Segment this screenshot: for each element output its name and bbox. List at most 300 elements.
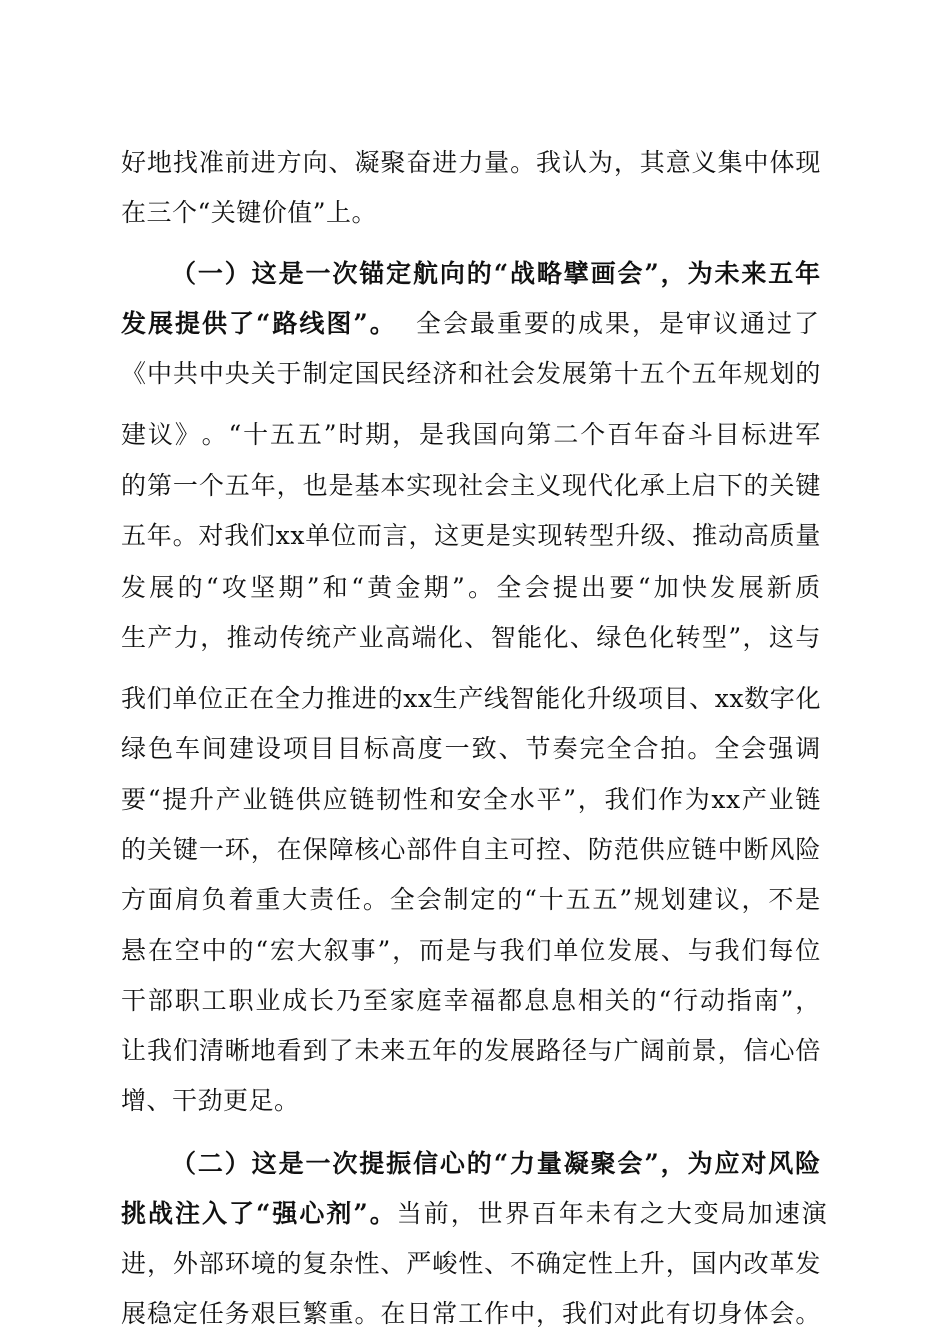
paragraph-line <box>121 679 821 719</box>
glyph: 径 <box>561 1036 588 1065</box>
glyph: ， <box>536 1299 562 1328</box>
glyph: 生 <box>432 684 459 713</box>
glyph: 的 <box>177 573 204 602</box>
glyph: 传 <box>279 623 305 652</box>
glyph: 基 <box>354 471 380 500</box>
glyph: ， <box>408 521 434 550</box>
glyph: 奏 <box>552 734 579 763</box>
glyph: xx <box>714 684 744 713</box>
glyph: 五 <box>768 259 794 288</box>
glyph: 断 <box>743 835 770 864</box>
section-heading-tail: 发展提供了“路线图”。 <box>121 309 397 338</box>
glyph: 产 <box>215 785 242 814</box>
glyph: 经 <box>406 359 432 388</box>
glyph: 障 <box>328 835 355 864</box>
glyph: 标 <box>741 420 768 449</box>
glyph: 升 <box>188 785 215 814</box>
section-heading-line <box>171 1144 821 1184</box>
glyph: 线 <box>483 684 510 713</box>
glyph: （ <box>171 1149 197 1178</box>
glyph: 的 <box>121 835 147 864</box>
glyph: 意 <box>665 148 692 177</box>
glyph: 乃 <box>336 986 362 1015</box>
glyph: 高 <box>390 734 417 763</box>
glyph: 面 <box>147 885 174 914</box>
glyph: 南 <box>753 986 780 1015</box>
glyph: 和 <box>458 359 484 388</box>
glyph: 们 <box>249 521 276 550</box>
glyph: 级 <box>612 684 638 713</box>
glyph: 目 <box>336 734 363 763</box>
glyph: 会 <box>484 471 510 500</box>
glyph: 出 <box>581 573 607 602</box>
glyph: 了 <box>328 1036 355 1065</box>
glyph: 金 <box>395 573 421 602</box>
glyph: 奋 <box>406 148 432 177</box>
glyph: ， <box>577 785 604 814</box>
glyph: 前 <box>224 148 251 177</box>
glyph: 方 <box>276 148 303 177</box>
glyph: 倍 <box>795 1036 821 1065</box>
glyph: “ <box>205 573 220 602</box>
glyph: 转 <box>675 623 702 652</box>
glyph: 第 <box>526 420 553 449</box>
glyph: 全 <box>274 684 301 713</box>
glyph: 位 <box>197 684 224 713</box>
glyph: 度 <box>417 734 444 763</box>
glyph: 幸 <box>443 986 470 1015</box>
glyph: 启 <box>691 471 718 500</box>
glyph: 实 <box>406 471 432 500</box>
glyph: 在 <box>380 1299 406 1328</box>
glyph: 期 <box>365 420 391 449</box>
glyph: 产 <box>332 623 358 652</box>
glyph: 力 <box>458 148 484 177</box>
glyph: 攻 <box>221 573 248 602</box>
glyph: 力 <box>300 684 327 713</box>
glyph: 心 <box>439 1149 466 1178</box>
glyph: 。 <box>468 573 494 602</box>
glyph: 定 <box>561 1249 588 1278</box>
glyph: 百 <box>607 420 633 449</box>
glyph: 提 <box>162 785 188 814</box>
glyph: 期 <box>423 573 450 602</box>
glyph: 、 <box>380 1249 406 1278</box>
glyph: 位 <box>795 936 821 965</box>
glyph: 与 <box>472 936 499 965</box>
glyph: 升 <box>614 521 641 550</box>
glyph: 快 <box>682 573 708 602</box>
paragraph-text: 全会最重要的成果，是审议通过了 <box>415 309 821 338</box>
glyph: 业 <box>358 623 385 652</box>
glyph: 十 <box>613 359 640 388</box>
glyph: 化 <box>543 623 570 652</box>
glyph: 》 <box>174 420 201 449</box>
glyph: 期 <box>278 573 304 602</box>
glyph: 新 <box>766 573 793 602</box>
glyph: 军 <box>795 420 821 449</box>
glyph: 这 <box>251 259 278 288</box>
glyph: ） <box>224 259 251 288</box>
glyph: 提 <box>552 573 579 602</box>
glyph: 叙 <box>323 936 350 965</box>
glyph: 。 <box>172 521 199 550</box>
glyph: 是 <box>278 259 305 288</box>
glyph: 进 <box>432 148 458 177</box>
glyph: 。 <box>510 148 536 177</box>
glyph: 目 <box>663 684 689 713</box>
glyph: 关 <box>604 986 631 1015</box>
glyph: 提 <box>359 1149 385 1178</box>
glyph: 国 <box>472 420 499 449</box>
glyph: 们 <box>587 1299 614 1328</box>
glyph: 业 <box>255 986 281 1015</box>
glyph: 是 <box>278 1149 305 1178</box>
glyph: 五 <box>406 1036 432 1065</box>
glyph: 键 <box>795 471 821 500</box>
glyph: 可 <box>510 835 536 864</box>
glyph: 级 <box>640 521 667 550</box>
glyph: 端 <box>411 623 437 652</box>
glyph: 于 <box>276 359 303 388</box>
glyph: 我 <box>499 936 526 965</box>
glyph: 坚 <box>250 573 276 602</box>
glyph: 位 <box>331 521 357 550</box>
glyph: 划 <box>769 359 795 388</box>
glyph: 化 <box>613 471 640 500</box>
glyph: ” <box>780 986 794 1015</box>
glyph: 来 <box>741 259 767 288</box>
glyph: 聚 <box>590 1149 617 1178</box>
glyph: 任 <box>198 1299 225 1328</box>
glyph: 责 <box>309 885 335 914</box>
paragraph-line: 在三个“关键价值”上。 <box>121 198 378 227</box>
glyph: 们 <box>526 936 553 965</box>
glyph: 负 <box>201 885 228 914</box>
glyph: 都 <box>497 986 523 1015</box>
glyph: 、 <box>660 936 687 965</box>
glyph: 现 <box>432 471 458 500</box>
glyph: 质 <box>769 521 796 550</box>
glyph: 重 <box>255 885 281 914</box>
glyph: 息 <box>524 986 550 1015</box>
glyph: 庭 <box>416 986 443 1015</box>
glyph: 核 <box>354 835 380 864</box>
glyph: 风 <box>768 1149 794 1178</box>
paragraph-line-mixed <box>121 304 821 344</box>
paragraph-line <box>121 729 821 769</box>
glyph: 信 <box>743 1036 770 1065</box>
glyph: 动 <box>700 986 726 1015</box>
glyph: 车 <box>174 734 201 763</box>
glyph: “ <box>147 785 162 814</box>
glyph: 行 <box>673 986 699 1015</box>
glyph: 平 <box>536 785 563 814</box>
glyph: 推 <box>326 684 352 713</box>
glyph: 集 <box>717 148 744 177</box>
glyph: 晰 <box>224 1036 251 1065</box>
glyph: xx <box>711 785 741 814</box>
glyph: 不 <box>768 885 794 914</box>
glyph: 量 <box>795 521 821 550</box>
glyph: 进 <box>768 420 794 449</box>
glyph: 息 <box>551 986 577 1015</box>
glyph: 切 <box>691 1299 718 1328</box>
glyph: 而 <box>356 521 383 550</box>
glyph: 的 <box>743 471 770 500</box>
glyph: 让 <box>121 1036 147 1065</box>
glyph: 我 <box>536 148 562 177</box>
glyph: 在 <box>276 835 303 864</box>
glyph: 大 <box>296 936 323 965</box>
glyph: 是 <box>328 471 355 500</box>
glyph: 色 <box>622 623 649 652</box>
glyph: 是 <box>485 521 512 550</box>
glyph: 、 <box>484 1249 510 1278</box>
glyph: 时 <box>338 420 364 449</box>
glyph: 一 <box>305 1149 331 1178</box>
glyph: 现 <box>795 148 821 177</box>
paragraph-line <box>121 143 821 183</box>
glyph: 主 <box>510 471 536 500</box>
glyph: 、 <box>464 623 490 652</box>
glyph: 动 <box>253 623 279 652</box>
glyph: 向 <box>499 420 526 449</box>
glyph: 部 <box>147 986 174 1015</box>
glyph: 会 <box>741 734 767 763</box>
glyph: 全 <box>714 734 740 763</box>
glyph: 事 <box>350 936 377 965</box>
glyph: 实 <box>511 521 538 550</box>
glyph: 也 <box>302 471 329 500</box>
glyph: 每 <box>768 936 794 965</box>
glyph: 干 <box>121 986 147 1015</box>
glyph: 量 <box>536 1149 563 1178</box>
glyph: 完 <box>579 734 605 763</box>
glyph: 这 <box>434 521 460 550</box>
glyph: 会 <box>510 359 536 388</box>
glyph: 务 <box>224 1299 251 1328</box>
glyph: 与 <box>687 936 714 965</box>
glyph: 前 <box>665 1036 692 1065</box>
glyph: 五 <box>592 885 619 914</box>
glyph: 是 <box>795 885 821 914</box>
glyph: 与 <box>795 623 821 652</box>
glyph: “ <box>524 885 538 914</box>
glyph: 智 <box>509 684 536 713</box>
glyph: 定 <box>172 1299 199 1328</box>
glyph: 常 <box>432 1299 458 1328</box>
glyph: 绿 <box>596 623 622 652</box>
paragraph-line <box>121 1031 821 1071</box>
glyph: 化 <box>437 623 464 652</box>
glyph: xx <box>403 684 433 713</box>
glyph: 范 <box>613 835 640 864</box>
glyph: 展 <box>149 573 175 602</box>
glyph: 单 <box>172 684 198 713</box>
glyph: 一 <box>444 734 471 763</box>
glyph: 能 <box>517 623 543 652</box>
glyph: 未 <box>354 1036 380 1065</box>
glyph: 间 <box>201 734 228 763</box>
glyph: 业 <box>768 785 795 814</box>
glyph: 升 <box>639 1249 666 1278</box>
glyph: 一 <box>172 471 199 500</box>
glyph: 承 <box>639 471 666 500</box>
glyph: 相 <box>577 986 604 1015</box>
paragraph-line <box>121 466 821 506</box>
glyph: 进 <box>351 684 378 713</box>
glyph: 议 <box>147 420 174 449</box>
glyph: 会 <box>617 259 644 288</box>
glyph: 型 <box>701 623 728 652</box>
glyph: 社 <box>484 359 510 388</box>
glyph: 制 <box>302 359 329 388</box>
glyph: 在 <box>147 936 174 965</box>
glyph: 业 <box>242 785 268 814</box>
glyph: 工 <box>458 1299 484 1328</box>
glyph: 为 <box>587 148 614 177</box>
glyph: 单 <box>305 521 331 550</box>
glyph: 的 <box>466 259 493 288</box>
glyph: 聚 <box>380 148 406 177</box>
glyph: 应 <box>322 785 349 814</box>
glyph: 型 <box>589 521 615 550</box>
glyph: ” <box>451 573 466 602</box>
glyph: 的 <box>228 936 255 965</box>
glyph: 现 <box>561 471 588 500</box>
glyph: 产 <box>741 785 768 814</box>
glyph: 全 <box>496 573 522 602</box>
glyph: 成 <box>282 986 308 1015</box>
glyph: 年 <box>432 1036 458 1065</box>
glyph: 主 <box>484 835 510 864</box>
glyph: 致 <box>471 734 498 763</box>
glyph: 五 <box>121 521 147 550</box>
glyph: 全 <box>483 785 509 814</box>
glyph: 一 <box>198 835 225 864</box>
glyph: 大 <box>282 885 308 914</box>
glyph: 定 <box>328 359 355 388</box>
glyph: 年 <box>717 359 744 388</box>
glyph: 保 <box>302 835 329 864</box>
glyph: 准 <box>198 148 225 177</box>
glyph: 、 <box>569 623 596 652</box>
glyph: 件 <box>432 835 458 864</box>
glyph: 绿 <box>121 734 147 763</box>
glyph: 展 <box>634 936 660 965</box>
glyph: 第 <box>587 359 614 388</box>
glyph: 职 <box>174 986 201 1015</box>
glyph: 量 <box>484 148 510 177</box>
glyph: 合 <box>633 734 659 763</box>
glyph: 色 <box>147 734 174 763</box>
glyph: 目 <box>714 420 741 449</box>
glyph: 建 <box>228 734 255 763</box>
glyph: 地 <box>250 1036 277 1065</box>
glyph: 对 <box>198 521 224 550</box>
glyph: 单 <box>553 936 579 965</box>
glyph: ， <box>741 885 768 914</box>
glyph: 振 <box>386 1149 412 1178</box>
paragraph-line: 增、干劲更足。 <box>121 1086 300 1115</box>
glyph: 这 <box>251 1149 278 1178</box>
glyph: 五 <box>691 359 718 388</box>
glyph: 动 <box>718 521 744 550</box>
glyph: ， <box>742 623 769 652</box>
glyph: 和 <box>322 573 349 602</box>
glyph: 内 <box>717 1249 744 1278</box>
glyph: 我 <box>121 684 147 713</box>
glyph: 。 <box>687 734 713 763</box>
glyph: 推 <box>692 521 718 550</box>
glyph: 是 <box>445 936 472 965</box>
glyph: 性 <box>354 1249 380 1278</box>
glyph: 性 <box>402 785 429 814</box>
glyph: 关 <box>146 835 173 864</box>
glyph: 。 <box>362 885 389 914</box>
glyph: 发 <box>607 936 633 965</box>
glyph: 为 <box>687 259 714 288</box>
glyph: 着 <box>228 885 255 914</box>
paragraph-line <box>121 618 821 658</box>
glyph: 本 <box>380 471 406 500</box>
glyph: 的 <box>458 1036 484 1065</box>
glyph: 稳 <box>146 1299 173 1328</box>
glyph: 我 <box>714 936 741 965</box>
glyph: ， <box>392 936 418 965</box>
glyph: ” <box>563 785 577 814</box>
glyph: 水 <box>509 785 536 814</box>
paragraph-line <box>121 1294 821 1334</box>
glyph: 繁 <box>302 1299 329 1328</box>
glyph: 信 <box>413 1149 439 1178</box>
glyph: 革 <box>769 1249 795 1278</box>
glyph: 五 <box>296 420 323 449</box>
glyph: 和 <box>429 785 456 814</box>
glyph: ” <box>619 885 633 914</box>
glyph: 的 <box>121 471 147 500</box>
glyph: ） <box>224 1149 251 1178</box>
glyph: 代 <box>587 471 614 500</box>
glyph: ， <box>660 259 687 288</box>
glyph: 发 <box>536 359 562 388</box>
glyph: 义 <box>691 148 718 177</box>
glyph: ， <box>660 1149 687 1178</box>
glyph: 国 <box>691 1249 718 1278</box>
glyph: 年 <box>146 521 173 550</box>
glyph: 应 <box>665 835 692 864</box>
glyph: 有 <box>665 1299 692 1328</box>
glyph: 们 <box>146 684 173 713</box>
glyph: 杂 <box>328 1249 355 1278</box>
paragraph-text: 当前，世界百年未有之大变局加速演 <box>396 1199 829 1228</box>
glyph: 凝 <box>354 148 380 177</box>
glyph: 质 <box>795 573 821 602</box>
glyph: 推 <box>226 623 253 652</box>
glyph: 此 <box>639 1299 666 1328</box>
glyph: 上 <box>613 1249 640 1278</box>
glyph: 的 <box>795 359 821 388</box>
glyph: 肩 <box>174 885 201 914</box>
glyph: 锚 <box>359 259 385 288</box>
glyph: 个 <box>580 420 606 449</box>
glyph: 清 <box>198 1036 225 1065</box>
glyph: 项 <box>637 684 664 713</box>
glyph: ” <box>323 420 338 449</box>
glyph: 凝 <box>563 1149 590 1178</box>
glyph: 的 <box>497 885 523 914</box>
